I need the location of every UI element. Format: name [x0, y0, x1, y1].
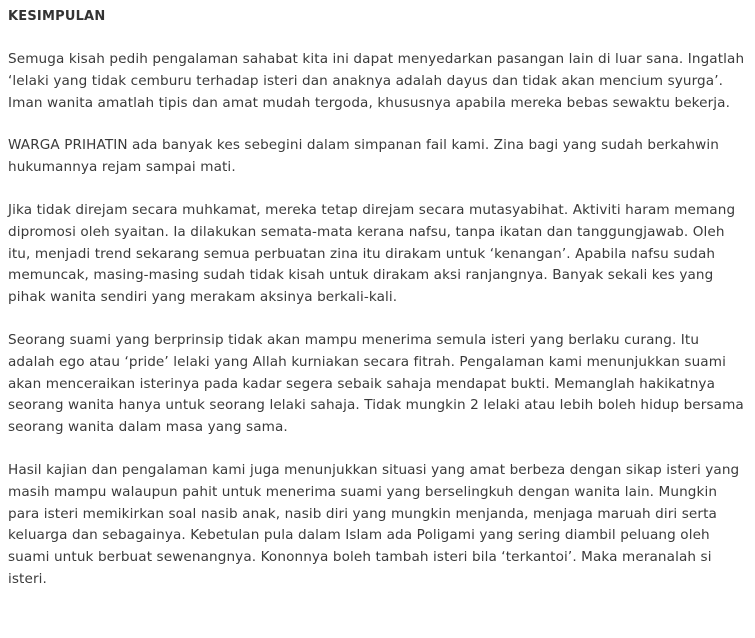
paragraph-1: Semuga kisah pedih pengalaman sahabat kita ini dapat menyedarkan pasangan lain di luar sana. Ingatlah ‘lelaki yang tidak cemburu terhadap isteri dan anaknya adalah dayus dan tidak akan mencium syurga’. Iman wanita amatlah tipis dan amat mudah tergoda, khususnya apabila mereka bebas sewaktu bekerja.: [8, 51, 745, 111]
paragraph-4: Seorang suami yang berprinsip tidak akan mampu menerima semula isteri yang berlaku curang. Itu adalah ego atau ‘pride’ lelaki yang Allah kurniakan secara fitrah. Pengalaman kami menunjukkan suami akan menceraikan isterinya pada kadar segera sebaik sahaja mendapat bukti. Memanglah hakikatnya seorang wanita hanya untuk seorang lelaki sahaja. Tidak mungkin 2 lelaki atau lebih boleh hidup bersama seorang wanita dalam masa yang sama.: [8, 331, 744, 436]
paragraph-3: Jika tidak direjam secara muhkamat, mereka tetap direjam secara mutasyabihat. Aktiviti haram memang dipromosi oleh syaitan. Ia dilakukan semata-mata kerana nafsu, tanpa ikatan dan tanggungjawab. Oleh itu, menjadi trend sekarang semua perbuatan zina itu dirakam untuk ‘kenangan’. Apabila nafsu sudah memuncak, masing-masing sudah tidak kisah untuk dirakam aksi ranjangnya. Banyak sekali kes yang pihak wanita sendiri yang merakam aksinya berkali-kali.: [8, 201, 736, 306]
paragraph-2: WARGA PRIHATIN ada banyak kes sebegini dalam simpanan fail kami. Zina bagi yang sudah berkahwin hukumannya rejam sampai mati.: [8, 137, 719, 176]
paragraph-5: Hasil kajian dan pengalaman kami juga menunjukkan situasi yang amat berbeza dengan sikap isteri yang masih mampu walaupun pahit untuk menerima suami yang berselingkuh dengan wanita lain. Mungkin para isteri memikirkan soal nasib anak, nasib diri yang mungkin menjanda, menjaga maruah diri serta keluarga dan sebagainya. Kebetulan pula dalam Islam ada Poligami yang sering diambil peluang oleh suami untuk berbuat sewenangnya. Kononnya boleh tambah isteri bila ‘terkantoi’. Maka meranalah si isteri.: [8, 461, 740, 587]
section-heading: KESIMPULAN: [8, 9, 106, 24]
